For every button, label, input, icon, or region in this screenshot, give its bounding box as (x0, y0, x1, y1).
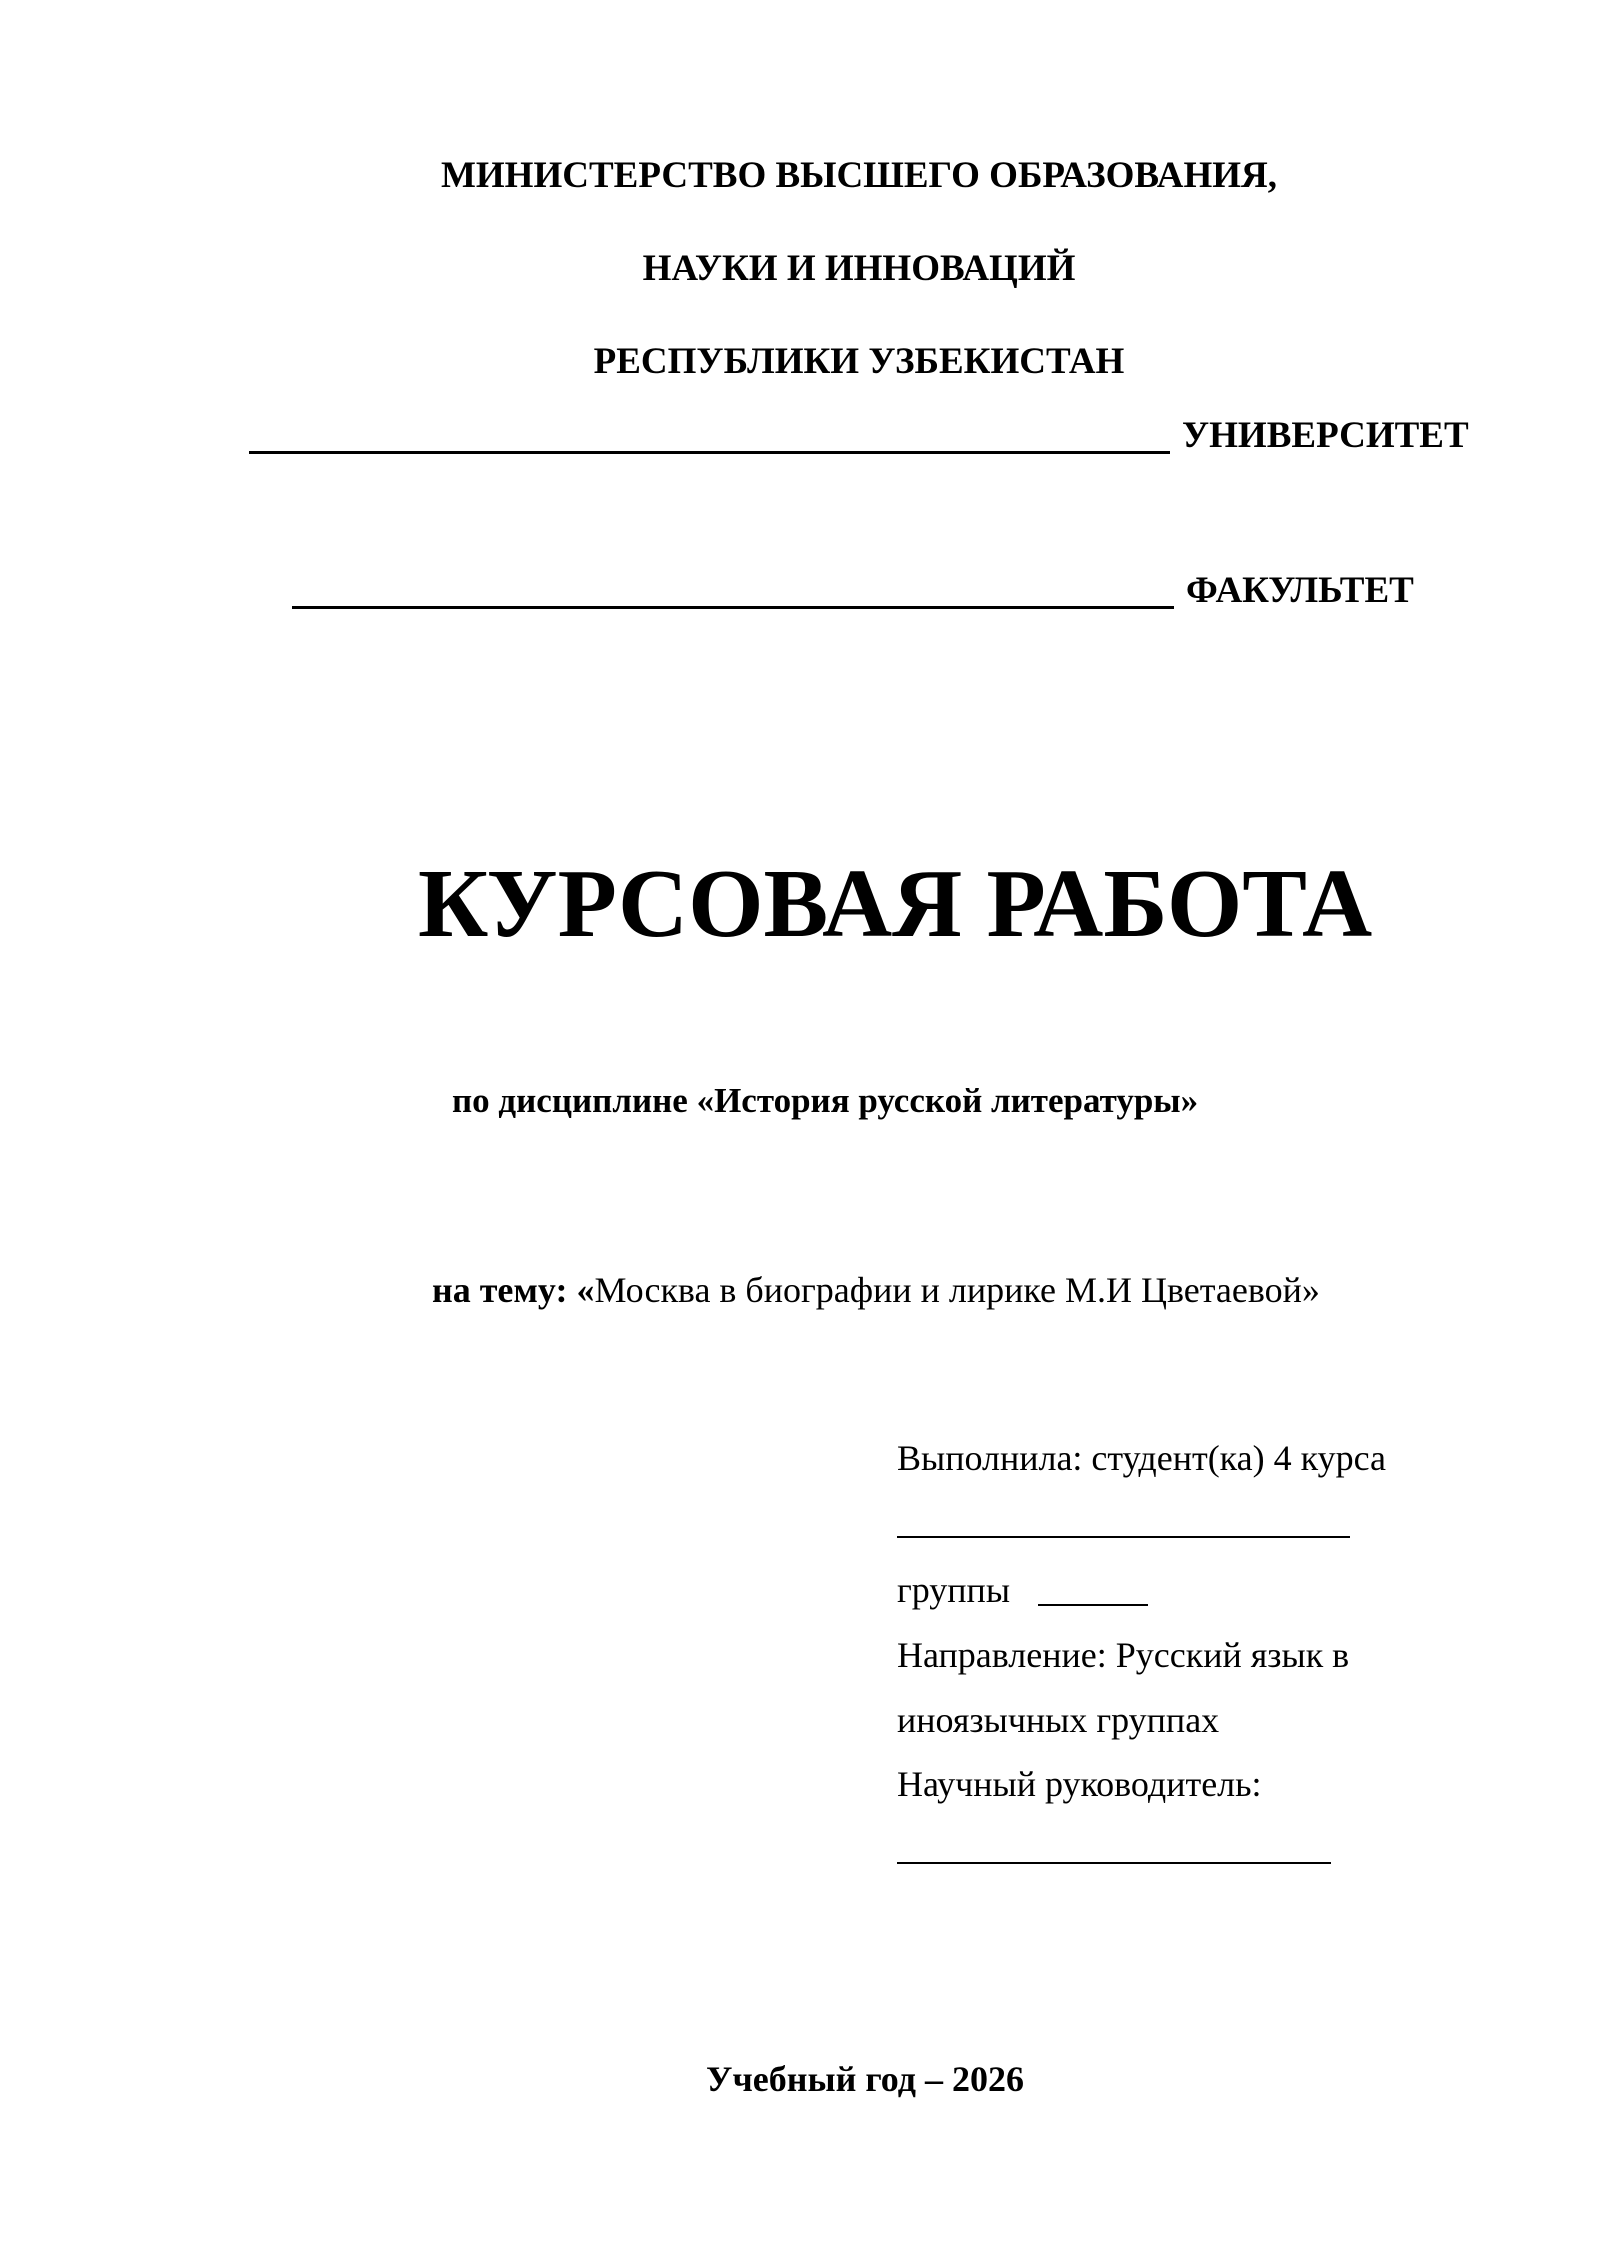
topic-value: Москва в биографии и лирике М.И Цветаевой» (594, 1270, 1320, 1310)
faculty-blank (292, 576, 1174, 609)
topic-label: на тему: « (432, 1270, 595, 1310)
direction-line-2: иноязычных группах (897, 1700, 1220, 1740)
faculty-row (292, 572, 1414, 609)
supervisor-label: Научный руководитель: (897, 1764, 1262, 1804)
topic-line (432, 1272, 1320, 1308)
ministry-line-3: РЕСПУБЛИКИ УЗБЕКИСТАН (593, 341, 1125, 382)
university-label: УНИВЕРСИТЕТ (1182, 415, 1469, 456)
university-row (249, 417, 1469, 454)
discipline-line: по дисциплине «История русской литературы» (452, 1081, 1199, 1120)
ministry-line-1: МИНИСТЕРСТВО ВЫСШЕГО ОБРАЗОВАНИЯ, (440, 155, 1277, 196)
group-line (897, 1572, 1010, 1608)
supervisor-blank (897, 1862, 1331, 1864)
faculty-label: ФАКУЛЬТЕТ (1186, 570, 1414, 611)
performed-by-line: Выполнила: студент(ка) 4 курса (897, 1438, 1386, 1478)
direction-line-1: Направление: Русский язык в (897, 1635, 1350, 1675)
academic-year: Учебный год – 2026 (706, 2059, 1024, 2099)
student-name-blank (897, 1536, 1350, 1538)
document-title: КУРСОВАЯ РАБОТА (418, 850, 1373, 957)
ministry-line-2: НАУКИ И ИННОВАЦИЙ (642, 248, 1076, 289)
group-blank (1038, 1604, 1148, 1606)
group-label: группы (897, 1570, 1011, 1610)
university-blank (249, 421, 1170, 454)
